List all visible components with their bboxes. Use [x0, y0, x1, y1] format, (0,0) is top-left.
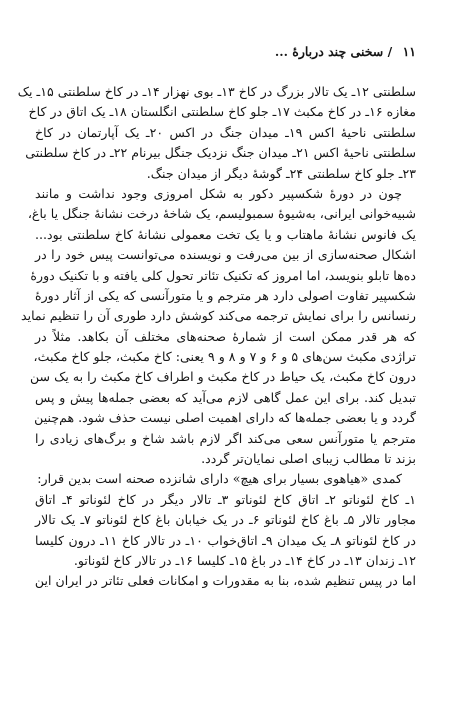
paragraph-end-line: ۲۳ـ جلو کاخ سلطنتی ۲۴ـ گوشهٔ دیگر از میدان جنگ.: [146, 165, 416, 181]
chapter-title: سخنی چند دربارهٔ ...: [274, 44, 384, 59]
text-line: سلطنتی ناحیهٔ اکس ۲۱ـ میدان جنگ نزدیک جنگل بیرنام ۲۲ـ در کاخ سلطنتی: [25, 145, 416, 161]
page-number: ۱۱: [402, 44, 416, 59]
text-line: مغازه ۱۶ـ در کاخ مکبث ۱۷ـ جلو کاخ سلطنتی انگلستان ۱۸ـ یک اتاق در کاخ: [28, 104, 416, 120]
text-line: تراژدی مکبث سن‌های ۵ و ۶ و ۷ و ۸ و ۹ یعنی: کاخ مکبث، جلو کاخ مکبث،: [33, 349, 416, 365]
text-line: شکسپیر تفاوت اصولی دارد هر مترجم و یا متورآنسی که یکی از آثار دورهٔ: [35, 287, 416, 303]
text-line: ده‌ها تابلو بنویسد، اما امروز که تکنیک تئاتر تحول کلی یافته و با تکنیک دورهٔ: [30, 267, 416, 283]
text-line: یک فانوس نشانهٔ ماهتاب و یا یک تخت معمولی نشانهٔ کاخ سلطنتی بود...: [35, 226, 416, 242]
text-line: اشکال صحنه‌سازی از بین می‌رفت و نویسنده می‌توانست پیس خود را در: [35, 247, 416, 263]
text-line: سلطنتی ناحیهٔ اکس ۱۹ـ میدان جنگ در اکس ۲۰ـ یک آپارتمان در کاخ: [35, 124, 416, 140]
paragraph-start-line: چون در دورهٔ شکسپیر دکور به شکل امروزی وجود نداشت و مانند: [35, 185, 402, 201]
text-line: رنسانس را برای نمایش ترجمه می‌کند کوشش دارد طوری آن را تنظیم نماید: [20, 308, 416, 324]
text-line: گردد و یا بعضی جمله‌ها که دارای اهمیت اصلی نیست حذف شود. هم‌چنین: [34, 410, 416, 426]
scene-list-line: ۱۲ـ زندان ۱۳ـ در کاخ ۱۴ـ در باغ ۱۵ـ کلیسا ۱۶ـ در تالار کاخ لئوناتو.: [73, 552, 416, 568]
scene-list-line: ۱ـ کاخ لئوناتو ۲ـ اتاق کاخ لئوناتو ۳ـ تالار دیگر در کاخ لئوناتو ۴ـ اتاق: [35, 491, 416, 507]
running-head: [33, 44, 416, 62]
text-line: شبیه‌خوانی ایرانی، به‌شیوهٔ سمبولیسم، یک شاخهٔ درخت نشانهٔ جنگل یا باغ،: [27, 206, 416, 222]
text-line: مترجم یا متورآنس سعی می‌کند اگر لازم باشد شاخ و برگ‌های زیادی را: [35, 430, 416, 446]
text-line: تبدیل کند. برای این عمل گاهی لازم می‌آید که بعضی جمله‌ها پیش و پس: [35, 389, 416, 405]
text-line: که هر قدر ممکن است از شمارهٔ صحنه‌های مختلف آن بکاهد. مثلاً در: [35, 328, 416, 344]
paragraph-end-line: بزند تا مطالب زیبای اصلی نمایان‌تر گردد.: [201, 451, 416, 467]
paragraph-start-line: کمدی «هیاهوی بسیار برای هیچ» دارای شانزده صحنه است بدین قرار:: [37, 471, 402, 487]
paragraph-start-line: اما در پیس تنظیم شده، بنا به مقدورات و امکانات فعلی تئاتر در ایران این: [34, 573, 416, 589]
scene-list-line: در کاخ لئوناتو ۸ـ یک میدان ۹ـ اتاق‌خواب ۱۰ـ در تالار کاخ ۱۱ـ درون کلیسا: [35, 532, 416, 548]
page-header-separator: /: [387, 44, 393, 59]
body-text: [17, 82, 416, 592]
text-line: درون کاخ مکبث، یک حیاط در کاخ مکبث و اطراف کاخ مکبث را به یک سن: [29, 369, 416, 385]
text-line: سلطنتی ۱۲ـ یک تالار بزرگ در کاخ ۱۳ـ بوی نهزار ۱۴ـ در کاخ سلطنتی ۱۵ـ یک: [17, 84, 416, 99]
scene-list-line: مجاور تالار ۵ـ باغ کاخ لئوناتو ۶ـ در یک خیابان باغ کاخ لئوناتو ۷ـ یک تالار: [35, 512, 416, 528]
